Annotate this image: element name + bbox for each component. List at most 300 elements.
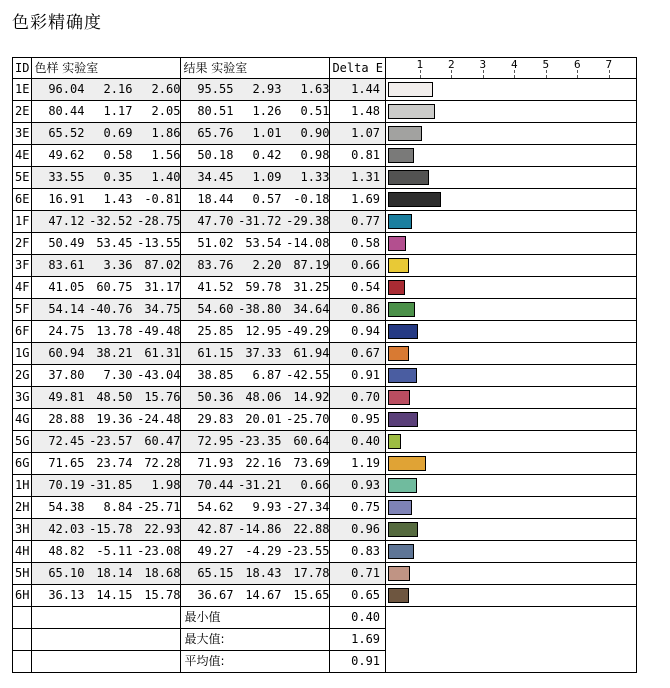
delta-e-bar [388,236,406,251]
result-lab-cell [181,453,330,475]
delta-e-value: 0.65 [330,585,386,607]
axis-tick-label: 4 [511,58,518,71]
result-lab-cell [181,123,330,145]
delta-e-value: 0.77 [330,211,386,233]
delta-e-value: 0.93 [330,475,386,497]
lab-a-value: 19.36 [96,412,133,426]
delta-e-bar [388,302,415,317]
delta-e-bar [388,280,405,295]
result-lab-cell [181,365,330,387]
lab-b-value: -23.55 [286,544,330,558]
lab-b-value: -43.04 [137,368,181,382]
lab-l-value: 70.19 [48,478,85,492]
delta-e-bar-cell [386,563,637,585]
lab-a-value: 1.01 [252,126,282,140]
lab-a-value: 48.50 [96,390,133,404]
axis-tick-mark [577,70,578,78]
lab-a-value: 1.09 [252,170,282,184]
summary-empty-sample [32,651,181,673]
lab-l-value: 18.44 [197,192,234,206]
axis-tick-mark [609,70,610,78]
lab-l-value: 41.05 [48,280,85,294]
lab-a-value: -40.76 [89,302,133,316]
result-lab-cell [181,255,330,277]
patch-id: 6F [13,321,32,343]
result-lab-cell [181,475,330,497]
lab-l-value: 28.88 [48,412,85,426]
delta-e-bar-cell [386,189,637,211]
delta-e-bar [388,346,409,361]
lab-b-value: 18.68 [144,566,181,580]
lab-l-value: 65.76 [197,126,234,140]
delta-e-value: 0.54 [330,277,386,299]
lab-a-value: 1.26 [252,104,282,118]
lab-b-value: -0.18 [293,192,330,206]
lab-l-value: 80.44 [48,104,85,118]
header-row [13,58,637,79]
lab-l-value: 54.14 [48,302,85,316]
sample-lab-cell [32,387,181,409]
lab-b-value: 61.31 [144,346,181,360]
patch-id: 3E [13,123,32,145]
delta-e-value: 0.95 [330,409,386,431]
lab-a-value: -4.29 [245,544,282,558]
lab-b-value: 15.76 [144,390,181,404]
lab-l-value: 25.85 [197,324,234,338]
lab-b-value: -24.48 [137,412,181,426]
table-row [13,563,637,585]
lab-b-value: 87.02 [144,258,181,272]
lab-a-value: 14.67 [245,588,282,602]
lab-a-value: 53.54 [245,236,282,250]
table-row [13,255,637,277]
delta-e-bar [388,104,435,119]
table-row [13,167,637,189]
axis-tick-label: 1 [416,58,424,71]
delta-e-bar-cell [386,585,637,607]
table-row [13,123,637,145]
lab-b-value: 2.05 [151,104,181,118]
patch-id: 1H [13,475,32,497]
lab-a-value: 53.45 [96,236,133,250]
sample-lab-cell [32,233,181,255]
table-row [13,497,637,519]
lab-a-value: 18.43 [245,566,282,580]
delta-e-bar-cell [386,79,637,101]
lab-b-value: 1.56 [151,148,181,162]
delta-e-bar-cell [386,321,637,343]
delta-e-bar-cell [386,211,637,233]
lab-a-value: -23.57 [89,434,133,448]
lab-l-value: 71.65 [48,456,85,470]
lab-a-value: -15.78 [89,522,133,536]
delta-e-value: 0.70 [330,387,386,409]
lab-b-value: -27.34 [286,500,330,514]
delta-e-bar [388,148,414,163]
delta-e-bar-cell [386,541,637,563]
result-lab-cell [181,321,330,343]
patch-id: 4G [13,409,32,431]
summary-empty-id [13,629,32,651]
lab-b-value: 0.51 [300,104,330,118]
axis-tick-label: 5 [542,58,550,71]
sample-lab-cell [32,365,181,387]
axis-tick-label: 6 [574,58,581,71]
lab-b-value: -25.70 [286,412,330,426]
lab-b-value: 0.98 [300,148,330,162]
lab-l-value: 29.83 [197,412,234,426]
lab-b-value: 15.78 [144,588,181,602]
result-lab-cell [181,541,330,563]
axis-tick-mark [420,70,421,78]
delta-e-bar-cell [386,167,637,189]
delta-e-bar [388,588,408,603]
delta-e-value: 1.07 [330,123,386,145]
lab-a-value: 0.69 [103,126,133,140]
lab-b-value: 60.64 [293,434,330,448]
delta-e-bar-cell [386,343,637,365]
lab-a-value: -31.85 [89,478,133,492]
table-row [13,585,637,607]
axis-tick-label: 2 [448,58,455,71]
delta-e-bar [388,170,429,185]
patch-id: 4F [13,277,32,299]
table-row [13,189,637,211]
summary-body [13,607,637,673]
result-lab-cell [181,189,330,211]
lab-l-value: 83.76 [197,258,234,272]
lab-l-value: 24.75 [48,324,85,338]
lab-b-value: -42.55 [286,368,330,382]
patch-id: 3G [13,387,32,409]
lab-a-value: 2.93 [252,82,282,96]
delta-e-bar-cell [386,145,637,167]
lab-l-value: 41.52 [197,280,234,294]
sample-lab-cell [32,321,181,343]
result-lab-cell [181,519,330,541]
delta-e-value: 0.75 [330,497,386,519]
delta-e-bar-cell [386,409,637,431]
summary-label: 最小值 [181,607,330,629]
lab-l-value: 49.27 [197,544,234,558]
delta-e-bar-cell [386,299,637,321]
delta-e-value: 0.91 [330,365,386,387]
lab-a-value: 0.58 [103,148,133,162]
delta-e-value: 1.19 [330,453,386,475]
lab-l-value: 48.82 [48,544,85,558]
lab-b-value: 34.64 [293,302,330,316]
lab-l-value: 16.91 [48,192,85,206]
result-lab-cell [181,409,330,431]
lab-a-value: 20.01 [245,412,282,426]
lab-l-value: 49.81 [48,390,85,404]
lab-a-value: 14.15 [96,588,133,602]
patch-id: 5H [13,563,32,585]
lab-a-value: 22.16 [245,456,282,470]
sample-lab-cell [32,79,181,101]
delta-e-value: 0.67 [330,343,386,365]
delta-e-value: 0.66 [330,255,386,277]
lab-l-value: 95.55 [197,82,234,96]
lab-l-value: 50.18 [197,148,234,162]
delta-e-bar-cell [386,123,637,145]
result-lab-cell [181,431,330,453]
delta-e-bar-cell [386,519,637,541]
delta-e-bar [388,390,410,405]
table-row [13,101,637,123]
lab-l-value: 54.38 [48,500,85,514]
lab-b-value: -49.29 [286,324,330,338]
lab-b-value: 17.78 [293,566,330,580]
delta-e-bar-cell [386,255,637,277]
delta-e-bar-cell [386,233,637,255]
lab-a-value: 2.20 [252,258,282,272]
patch-id: 1E [13,79,32,101]
lab-b-value: -0.81 [144,192,181,206]
lab-a-value: -14.86 [238,522,282,536]
axis-header [386,58,637,79]
lab-b-value: -25.71 [137,500,181,514]
delta-e-value: 0.58 [330,233,386,255]
lab-b-value: 2.60 [151,82,181,96]
lab-l-value: 34.45 [197,170,234,184]
lab-b-value: 1.40 [151,170,181,184]
delta-e-value: 0.81 [330,145,386,167]
patch-id: 3F [13,255,32,277]
table-row [13,343,637,365]
lab-l-value: 33.55 [48,170,85,184]
header-id: ID [13,58,32,79]
lab-b-value: -28.75 [137,214,181,228]
patch-id: 3H [13,519,32,541]
lab-a-value: 18.14 [96,566,133,580]
lab-l-value: 61.15 [197,346,234,360]
delta-e-bar [388,412,418,427]
lab-b-value: 1.98 [151,478,181,492]
sample-lab-cell [32,189,181,211]
lab-l-value: 80.51 [197,104,234,118]
lab-b-value: 72.28 [144,456,181,470]
table-row [13,519,637,541]
lab-a-value: 60.75 [96,280,133,294]
sample-lab-cell [32,585,181,607]
lab-b-value: 31.17 [144,280,181,294]
sample-lab-cell [32,497,181,519]
lab-l-value: 96.04 [48,82,85,96]
delta-e-bar-cell [386,101,637,123]
patch-id: 6E [13,189,32,211]
patch-id: 2H [13,497,32,519]
summary-empty-sample [32,629,181,651]
axis-tick-label: 3 [479,58,487,71]
lab-b-value: 22.93 [144,522,181,536]
axis-tick-mark [483,70,484,78]
result-lab-cell [181,145,330,167]
lab-l-value: 47.12 [48,214,85,228]
delta-e-value: 0.86 [330,299,386,321]
lab-a-value: 13.78 [96,324,133,338]
summary-empty-sample [32,607,181,629]
lab-a-value: -5.11 [96,544,133,558]
lab-l-value: 42.87 [197,522,234,536]
delta-e-bar [388,456,425,471]
lab-a-value: 0.42 [252,148,282,162]
lab-l-value: 49.62 [48,148,85,162]
lab-l-value: 83.61 [48,258,85,272]
sample-lab-cell [32,343,181,365]
summary-empty-id [13,607,32,629]
lab-l-value: 50.49 [48,236,85,250]
color-accuracy-table [12,57,637,673]
lab-l-value: 54.60 [197,302,234,316]
delta-e-bar [388,214,412,229]
lab-l-value: 65.10 [48,566,85,580]
lab-l-value: 72.95 [197,434,234,448]
sample-lab-cell [32,563,181,585]
lab-b-value: -14.08 [286,236,330,250]
lab-l-value: 36.13 [48,588,85,602]
header-delta-e: Delta E [330,58,386,79]
result-lab-cell [181,497,330,519]
result-lab-cell [181,585,330,607]
header-result: 结果 实验室 [181,58,330,79]
sample-lab-cell [32,123,181,145]
delta-e-bar [388,434,401,449]
sample-lab-cell [32,145,181,167]
delta-e-bar [388,258,409,273]
lab-b-value: 22.88 [293,522,330,536]
table-row [13,541,637,563]
lab-a-value: 23.74 [96,456,133,470]
lab-a-value: -32.52 [89,214,133,228]
sample-lab-cell [32,299,181,321]
lab-b-value: 87.19 [293,258,330,272]
lab-a-value: 38.21 [96,346,133,360]
delta-e-bar [388,522,418,537]
result-lab-cell [181,233,330,255]
lab-a-value: -31.72 [238,214,282,228]
lab-b-value: 1.63 [300,82,330,96]
sample-lab-cell [32,431,181,453]
delta-e-bar [388,566,410,581]
delta-e-bar [388,126,422,141]
lab-a-value: 12.95 [245,324,282,338]
sample-lab-cell [32,453,181,475]
delta-e-bar [388,192,441,207]
lab-a-value: -31.21 [238,478,282,492]
sample-lab-cell [32,101,181,123]
sample-lab-cell [32,475,181,497]
axis-tick-label: 7 [605,58,613,71]
lab-b-value: 1.86 [151,126,181,140]
lab-b-value: -13.55 [137,236,181,250]
delta-e-bar-cell [386,431,637,453]
lab-a-value: -23.35 [238,434,282,448]
lab-l-value: 38.85 [197,368,234,382]
delta-e-bar [388,500,412,515]
lab-b-value: -29.38 [286,214,330,228]
lab-l-value: 54.62 [197,500,234,514]
lab-a-value: 3.36 [103,258,133,272]
patch-id: 2G [13,365,32,387]
table-row [13,387,637,409]
lab-b-value: 15.65 [293,588,330,602]
lab-a-value: 0.57 [252,192,282,206]
color-accuracy-table-wrapper [12,57,637,673]
delta-e-bar [388,324,418,339]
delta-e-value: 1.69 [330,189,386,211]
summary-row [13,607,637,629]
page-title: 色彩精确度 [12,13,102,33]
table-row [13,365,637,387]
lab-a-value: 8.84 [103,500,133,514]
table-row [13,299,637,321]
lab-a-value: -38.80 [238,302,282,316]
table-row [13,211,637,233]
lab-a-value: 59.78 [245,280,282,294]
delta-e-value: 0.71 [330,563,386,585]
delta-e-bar-cell [386,475,637,497]
patch-id: 1F [13,211,32,233]
table-body [13,79,637,607]
result-lab-cell [181,387,330,409]
table-row [13,277,637,299]
summary-value: 0.91 [330,651,386,673]
patch-id: 6H [13,585,32,607]
result-lab-cell [181,167,330,189]
summary-label: 最大值: [181,629,330,651]
lab-l-value: 47.70 [197,214,234,228]
header-sample: 色样 实验室 [32,58,181,79]
lab-b-value: 60.47 [144,434,181,448]
delta-e-value: 1.44 [330,79,386,101]
table-row [13,321,637,343]
table-row [13,233,637,255]
lab-b-value: 73.69 [293,456,330,470]
summary-empty-id [13,651,32,673]
result-lab-cell [181,277,330,299]
lab-a-value: 6.87 [252,368,282,382]
patch-id: 4E [13,145,32,167]
lab-l-value: 65.52 [48,126,85,140]
sample-lab-cell [32,409,181,431]
result-lab-cell [181,299,330,321]
table-row [13,409,637,431]
lab-b-value: 31.25 [293,280,330,294]
lab-b-value: -23.08 [137,544,181,558]
lab-l-value: 70.44 [197,478,234,492]
sample-lab-cell [32,277,181,299]
table-row [13,431,637,453]
patch-id: 5F [13,299,32,321]
lab-b-value: 34.75 [144,302,181,316]
table-row [13,453,637,475]
lab-l-value: 72.45 [48,434,85,448]
lab-l-value: 71.93 [197,456,234,470]
patch-id: 5G [13,431,32,453]
patch-id: 1G [13,343,32,365]
patch-id: 6G [13,453,32,475]
result-lab-cell [181,79,330,101]
lab-b-value: 61.94 [293,346,330,360]
lab-l-value: 50.36 [197,390,234,404]
delta-e-bar [388,368,417,383]
lab-b-value: -49.48 [137,324,181,338]
result-lab-cell [181,211,330,233]
lab-a-value: 1.43 [103,192,133,206]
lab-a-value: 2.16 [103,82,133,96]
lab-l-value: 36.67 [197,588,234,602]
